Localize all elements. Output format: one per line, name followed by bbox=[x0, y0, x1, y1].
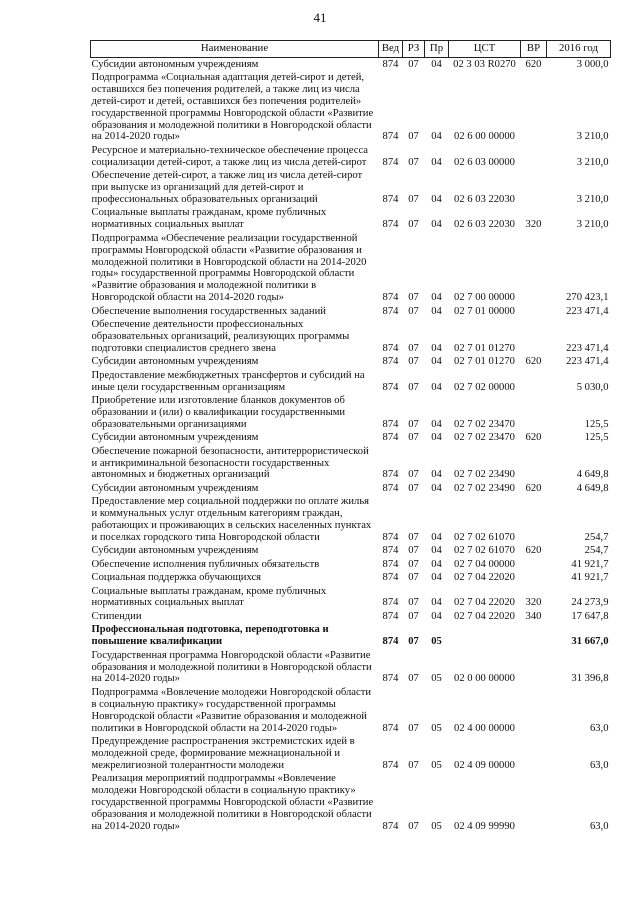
row-sum-cell: 3 210,0 bbox=[576, 156, 609, 168]
table-body bbox=[91, 58, 611, 834]
row-name-cell: Подпрограмма «Обеспечение реализации государственной программы Новгородской области «Развитие образования и молодежной политики в Новгородской области на 2014-2020 годы» государственной программы Новгородской области «Развитие образования и молодежной политики в Новгородской области на 2014-2020 годы» bbox=[91, 232, 367, 304]
row-cst-cell: 02 7 01 01270 bbox=[454, 342, 515, 354]
row-cst-cell: 02 3 03 R0270 bbox=[453, 58, 516, 70]
row-rz-cell: 07 bbox=[408, 558, 419, 570]
table-row bbox=[91, 572, 611, 585]
page-number: 41 bbox=[313, 10, 327, 25]
row-sum-cell: 125,5 bbox=[584, 418, 609, 430]
row-cst-cell: 02 7 01 00000 bbox=[454, 305, 515, 317]
row-ved-cell: 874 bbox=[382, 722, 399, 734]
table-row bbox=[91, 610, 611, 623]
row-cst-cell: 02 7 02 23470 bbox=[454, 432, 515, 444]
row-pr-cell: 04 bbox=[431, 572, 442, 584]
row-vr-cell bbox=[521, 496, 547, 545]
row-vr-cell bbox=[521, 144, 547, 169]
row-sum-cell: 3 210,0 bbox=[576, 219, 609, 231]
table-row bbox=[91, 170, 611, 207]
row-rz-cell: 07 bbox=[408, 418, 419, 430]
row-pr-cell: 05 bbox=[431, 759, 442, 771]
row-name-cell: Подпрограмма «Социальная адаптация детей-сирот и детей, оставшихся без попечения родителей, а также лиц из числа детей-сирот и детей, оставшихся без попечения родителей» государственной программы Новгородской области «Развитие образования и молодежной политики в Новгородской области на 2014-2020 годы» bbox=[91, 71, 374, 143]
row-vr-cell bbox=[521, 305, 547, 318]
row-vr-cell bbox=[521, 445, 547, 482]
row-name-cell: Обеспечение детей-сирот, а также лиц из числа детей-сирот при выпуске из организаций для детей-сирот и профессиональных образовательных организаций bbox=[91, 170, 363, 205]
row-vr-cell bbox=[521, 170, 547, 207]
row-cst-cell: 02 7 02 23470 bbox=[454, 418, 515, 430]
row-pr-cell: 04 bbox=[431, 305, 442, 317]
row-pr-cell: 04 bbox=[431, 342, 442, 354]
row-cst-cell: 02 4 00 00000 bbox=[454, 722, 515, 734]
row-cst-cell: 02 7 02 00000 bbox=[454, 381, 515, 393]
row-name-cell: Обеспечение выполнения государственных заданий bbox=[91, 305, 326, 317]
row-cst-cell: 02 6 03 22030 bbox=[454, 193, 515, 205]
row-vr-cell: 620 bbox=[525, 482, 542, 494]
row-name-cell: Ресурсное и материально-техническое обеспечение процесса социализации детей-сирот, а также лиц из числа детей-сирот bbox=[91, 144, 368, 168]
row-pr-cell: 04 bbox=[431, 131, 442, 143]
row-sum-cell: 3 210,0 bbox=[576, 131, 609, 143]
row-sum-cell: 223 471,4 bbox=[566, 356, 609, 368]
row-ved-cell: 874 bbox=[382, 219, 399, 231]
table-row bbox=[91, 432, 611, 445]
row-rz-cell: 07 bbox=[408, 432, 419, 444]
table-row bbox=[91, 369, 611, 394]
row-sum-cell: 254,7 bbox=[584, 545, 609, 557]
row-cst-cell: 02 7 01 01270 bbox=[454, 356, 515, 368]
header-name: Наименование bbox=[91, 41, 379, 58]
row-name-cell: Стипендии bbox=[91, 610, 142, 622]
row-ved-cell: 874 bbox=[382, 558, 399, 570]
row-sum-cell: 17 647,8 bbox=[571, 610, 609, 622]
row-ved-cell: 874 bbox=[382, 193, 399, 205]
row-vr-cell: 620 bbox=[525, 432, 542, 444]
row-name-cell: Обеспечение исполнения публичных обязательств bbox=[91, 558, 320, 570]
row-pr-cell: 05 bbox=[431, 820, 442, 832]
row-rz-cell: 07 bbox=[408, 636, 419, 648]
row-cst-cell: 02 4 09 00000 bbox=[454, 759, 515, 771]
row-ved-cell: 874 bbox=[382, 381, 399, 393]
table-row bbox=[91, 482, 611, 495]
row-name-cell: Государственная программа Новгородской области «Развитие образования и молодежной политики в Новгородской области на 2014-2020 годы» bbox=[91, 649, 372, 685]
row-ved-cell: 874 bbox=[382, 597, 399, 609]
table-row bbox=[91, 545, 611, 558]
row-sum-cell: 223 471,4 bbox=[566, 342, 609, 354]
budget-table bbox=[90, 40, 611, 834]
row-cst-cell: 02 4 09 99990 bbox=[454, 820, 515, 832]
row-pr-cell: 04 bbox=[431, 356, 442, 368]
row-name-cell: Социальные выплаты гражданам, кроме публичных нормативных социальных выплат bbox=[91, 207, 327, 231]
row-cst-cell: 02 6 03 22030 bbox=[454, 219, 515, 231]
row-vr-cell: 340 bbox=[525, 610, 542, 622]
row-rz-cell: 07 bbox=[408, 820, 419, 832]
row-sum-cell: 125,5 bbox=[584, 432, 609, 444]
row-name-cell: Приобретение или изготовление бланков документов об образовании и (или) о квалификации государственными образовательными организациями bbox=[91, 394, 346, 430]
row-name-cell: Социальная поддержка обучающихся bbox=[91, 572, 262, 584]
row-ved-cell: 874 bbox=[382, 342, 399, 354]
row-pr-cell: 04 bbox=[431, 482, 442, 494]
row-ved-cell: 874 bbox=[382, 636, 399, 648]
row-cst-cell: 02 6 00 00000 bbox=[454, 131, 515, 143]
row-cst-cell: 02 7 04 22020 bbox=[454, 597, 515, 609]
table-row bbox=[91, 445, 611, 482]
table-row bbox=[91, 319, 611, 356]
row-vr-cell bbox=[521, 558, 547, 571]
row-cst-cell: 02 6 03 00000 bbox=[454, 156, 515, 168]
row-ved-cell: 874 bbox=[382, 610, 399, 622]
row-ved-cell: 874 bbox=[382, 418, 399, 430]
table-row bbox=[91, 585, 611, 610]
row-sum-cell: 41 921,7 bbox=[571, 572, 609, 584]
row-vr-cell bbox=[521, 232, 547, 305]
row-pr-cell: 04 bbox=[431, 219, 442, 231]
row-pr-cell: 05 bbox=[431, 636, 442, 648]
row-rz-cell: 07 bbox=[408, 356, 419, 368]
row-ved-cell: 874 bbox=[382, 482, 399, 494]
header-year: 2016 год bbox=[547, 41, 611, 58]
row-ved-cell: 874 bbox=[382, 469, 399, 481]
row-vr-cell: 620 bbox=[525, 356, 542, 368]
row-cst-cell: 02 7 02 23490 bbox=[454, 469, 515, 481]
row-vr-cell bbox=[521, 394, 547, 431]
row-name-cell: Субсидии автономным учреждениям bbox=[91, 58, 259, 70]
table-row bbox=[91, 71, 611, 144]
table-row bbox=[91, 558, 611, 571]
row-name-cell: Социальные выплаты гражданам, кроме публичных нормативных социальных выплат bbox=[91, 585, 327, 609]
row-vr-cell bbox=[521, 624, 547, 649]
row-pr-cell: 04 bbox=[431, 156, 442, 168]
row-vr-cell bbox=[521, 319, 547, 356]
row-pr-cell: 04 bbox=[431, 193, 442, 205]
row-rz-cell: 07 bbox=[408, 193, 419, 205]
row-pr-cell: 04 bbox=[431, 432, 442, 444]
row-rz-cell: 07 bbox=[408, 482, 419, 494]
table-row bbox=[91, 232, 611, 305]
row-cst-cell bbox=[449, 624, 521, 649]
row-cst-cell: 02 0 00 00000 bbox=[454, 673, 515, 685]
row-ved-cell: 874 bbox=[382, 572, 399, 584]
row-name-cell: Предоставление мер социальной поддержки по оплате жилья и коммунальных услуг отдельным категориям граждан, работающих и проживающих в сельских населенных пунктах и поселках городского типа Новгородской области bbox=[91, 496, 372, 543]
row-sum-cell: 63,0 bbox=[589, 759, 609, 771]
row-rz-cell: 07 bbox=[408, 58, 419, 70]
row-sum-cell: 31 396,8 bbox=[571, 673, 609, 685]
row-sum-cell: 24 273,9 bbox=[571, 597, 609, 609]
row-sum-cell: 63,0 bbox=[589, 722, 609, 734]
row-rz-cell: 07 bbox=[408, 131, 419, 143]
row-vr-cell: 620 bbox=[525, 58, 542, 70]
row-sum-cell: 31 667,0 bbox=[571, 636, 609, 648]
row-ved-cell: 874 bbox=[382, 356, 399, 368]
row-ved-cell: 874 bbox=[382, 432, 399, 444]
row-vr-cell: 620 bbox=[525, 545, 542, 557]
header-cst: ЦСТ bbox=[449, 41, 521, 58]
row-cst-cell: 02 7 04 22020 bbox=[454, 610, 515, 622]
row-sum-cell: 223 471,4 bbox=[566, 305, 609, 317]
row-rz-cell: 07 bbox=[408, 381, 419, 393]
row-pr-cell: 04 bbox=[431, 292, 442, 304]
row-rz-cell: 07 bbox=[408, 545, 419, 557]
row-ved-cell: 874 bbox=[382, 820, 399, 832]
row-ved-cell: 874 bbox=[382, 58, 399, 70]
row-rz-cell: 07 bbox=[408, 305, 419, 317]
row-ved-cell: 874 bbox=[382, 292, 399, 304]
row-ved-cell: 874 bbox=[382, 305, 399, 317]
row-ved-cell: 874 bbox=[382, 545, 399, 557]
header-vr: ВР bbox=[521, 41, 547, 58]
table-row bbox=[91, 624, 611, 649]
row-cst-cell: 02 7 04 22020 bbox=[454, 572, 515, 584]
row-pr-cell: 05 bbox=[431, 673, 442, 685]
row-pr-cell: 04 bbox=[431, 597, 442, 609]
row-sum-cell: 270 423,1 bbox=[566, 292, 609, 304]
row-rz-cell: 07 bbox=[408, 759, 419, 771]
row-sum-cell: 3 210,0 bbox=[576, 193, 609, 205]
row-pr-cell: 04 bbox=[431, 558, 442, 570]
row-cst-cell: 02 7 00 00000 bbox=[454, 292, 515, 304]
row-cst-cell: 02 7 04 00000 bbox=[454, 558, 515, 570]
row-rz-cell: 07 bbox=[408, 572, 419, 584]
row-cst-cell: 02 7 02 61070 bbox=[454, 531, 515, 543]
row-vr-cell bbox=[521, 773, 547, 834]
table-row bbox=[91, 305, 611, 318]
table-row bbox=[91, 649, 611, 686]
table-row bbox=[91, 356, 611, 369]
table-row bbox=[91, 773, 611, 834]
table-row bbox=[91, 496, 611, 545]
row-ved-cell: 874 bbox=[382, 156, 399, 168]
table-row bbox=[91, 686, 611, 735]
table-header-row bbox=[91, 41, 611, 58]
row-ved-cell: 874 bbox=[382, 531, 399, 543]
row-sum-cell: 5 030,0 bbox=[576, 381, 609, 393]
row-name-cell: Подпрограмма «Вовлечение молодежи Новгородской области в социальную практику» государственной программы Новгородской области «Развитие образования и молодежной политики в Новгородской области на 2014-2020 годы» bbox=[91, 686, 372, 734]
row-pr-cell: 04 bbox=[431, 58, 442, 70]
row-cst-cell: 02 7 02 61070 bbox=[454, 545, 515, 557]
table-row bbox=[91, 207, 611, 232]
row-sum-cell: 4 649,8 bbox=[576, 482, 609, 494]
row-vr-cell bbox=[521, 572, 547, 585]
row-sum-cell: 3 000,0 bbox=[576, 58, 609, 70]
row-name-cell: Профессиональная подготовка, переподготовка и повышение квалификации bbox=[91, 624, 329, 648]
row-vr-cell bbox=[521, 735, 547, 772]
row-sum-cell: 254,7 bbox=[584, 531, 609, 543]
row-rz-cell: 07 bbox=[408, 597, 419, 609]
row-sum-cell: 4 649,8 bbox=[576, 469, 609, 481]
row-sum-cell: 41 921,7 bbox=[571, 558, 609, 570]
row-vr-cell bbox=[521, 71, 547, 144]
row-rz-cell: 07 bbox=[408, 156, 419, 168]
row-rz-cell: 07 bbox=[408, 673, 419, 685]
header-rz: РЗ bbox=[403, 41, 425, 58]
row-cst-cell: 02 7 02 23490 bbox=[454, 482, 515, 494]
row-pr-cell: 04 bbox=[431, 469, 442, 481]
row-pr-cell: 04 bbox=[431, 610, 442, 622]
row-name-cell: Обеспечение пожарной безопасности, антитеррористической и антикриминальной безопасности государственных автономных и бюджетных организаций bbox=[91, 445, 369, 481]
row-rz-cell: 07 bbox=[408, 219, 419, 231]
row-pr-cell: 04 bbox=[431, 531, 442, 543]
row-rz-cell: 07 bbox=[408, 342, 419, 354]
row-name-cell: Субсидии автономным учреждениям bbox=[91, 545, 259, 557]
row-ved-cell: 874 bbox=[382, 131, 399, 143]
row-sum-cell: 63,0 bbox=[589, 820, 609, 832]
row-name-cell: Предупреждение распространения экстремистских идей в молодежной среде, формирование межнациональной и межрелигиозной толерантности молодежи bbox=[91, 735, 355, 771]
header-pr: Пр bbox=[425, 41, 449, 58]
table-row bbox=[91, 58, 611, 72]
row-pr-cell: 05 bbox=[431, 722, 442, 734]
row-rz-cell: 07 bbox=[408, 610, 419, 622]
row-rz-cell: 07 bbox=[408, 722, 419, 734]
row-vr-cell: 320 bbox=[525, 219, 542, 231]
row-vr-cell bbox=[521, 649, 547, 686]
row-name-cell: Реализация мероприятий подпрограммы «Вовлечение молодежи Новгородской области в социальную практику» государственной программы Новгородской области «Развитие образования и молодежной политики в Новгородской области на 2014-2020 годы» bbox=[91, 773, 374, 832]
row-rz-cell: 07 bbox=[408, 292, 419, 304]
row-pr-cell: 04 bbox=[431, 545, 442, 557]
row-ved-cell: 874 bbox=[382, 673, 399, 685]
row-vr-cell bbox=[521, 369, 547, 394]
header-ved: Вед bbox=[379, 41, 403, 58]
row-pr-cell: 04 bbox=[431, 418, 442, 430]
row-ved-cell: 874 bbox=[382, 759, 399, 771]
table-row bbox=[91, 394, 611, 431]
row-name-cell: Субсидии автономным учреждениям bbox=[91, 432, 259, 444]
table-row bbox=[91, 144, 611, 169]
row-vr-cell: 320 bbox=[525, 597, 542, 609]
row-name-cell: Предоставление межбюджетных трансфертов и субсидий на иные цели государственным организациям bbox=[91, 369, 365, 393]
row-pr-cell: 04 bbox=[431, 381, 442, 393]
row-name-cell: Обеспечение деятельности профессиональных образовательных организаций, реализующих программы подготовки специалистов среднего звена bbox=[91, 319, 350, 354]
row-rz-cell: 07 bbox=[408, 469, 419, 481]
row-name-cell: Субсидии автономным учреждениям bbox=[91, 356, 259, 368]
table-row bbox=[91, 735, 611, 772]
row-name-cell: Субсидии автономным учреждениям bbox=[91, 482, 259, 494]
row-vr-cell bbox=[521, 686, 547, 735]
row-rz-cell: 07 bbox=[408, 531, 419, 543]
